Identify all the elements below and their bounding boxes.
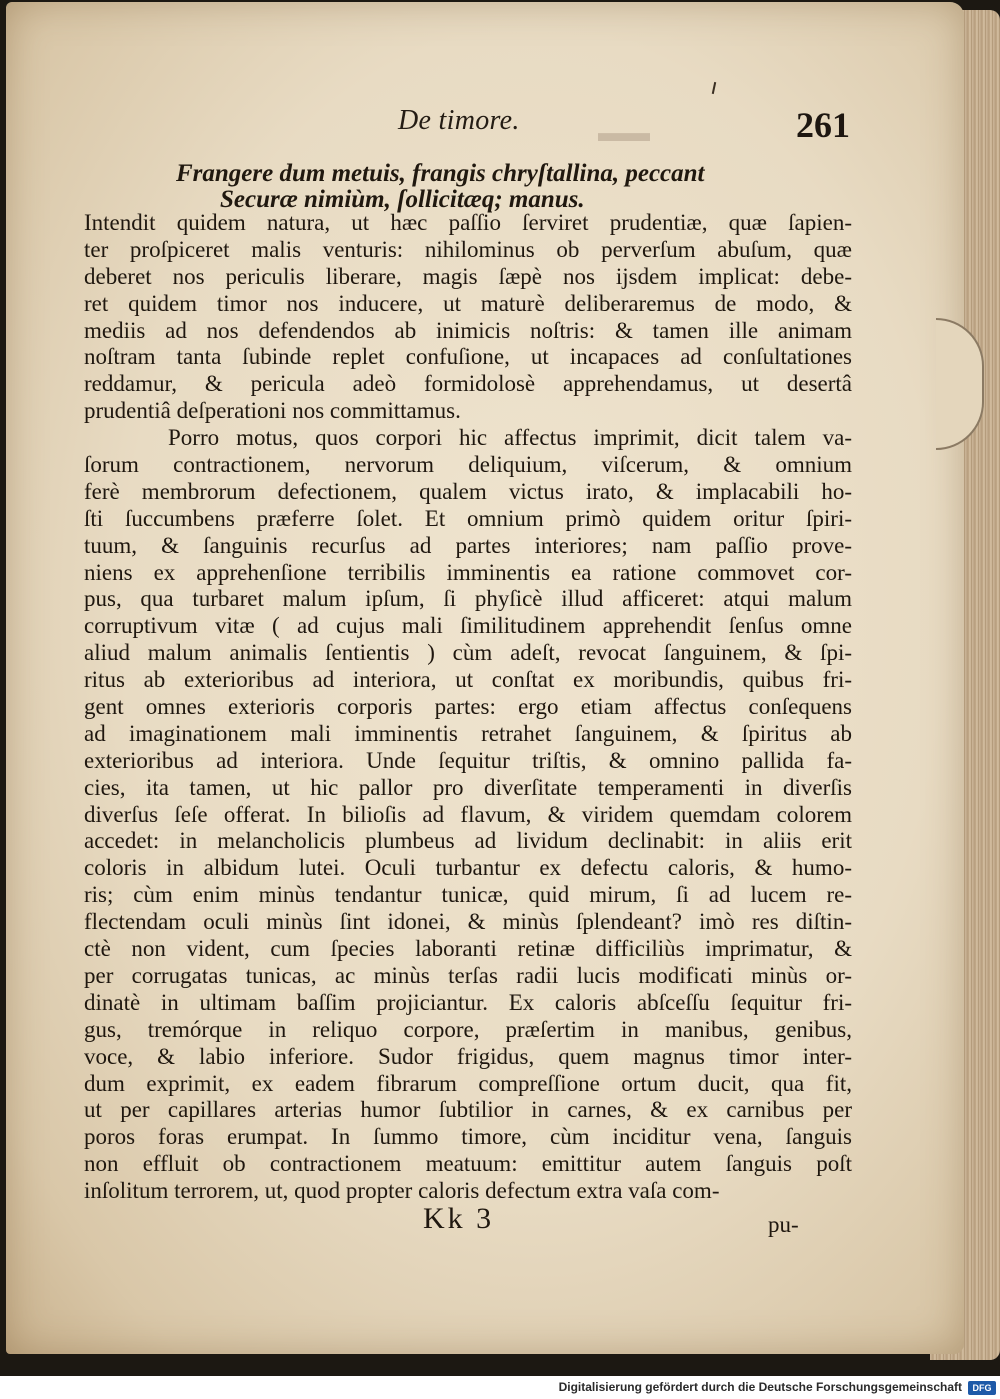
text-line: dinatè in ultimam baſſim projiciantur. Ex caloris abſceſſu ſequitur fri- <box>84 989 852 1015</box>
show-through-text: ▬▬ <box>598 118 650 147</box>
text-line: Porro motus, quos corpori hic affectus imprimit, dicit talem va- <box>168 425 852 451</box>
text-line: Intendit quidem natura, ut hæc paſſio ſerviret prudentiæ, quæ ſapien- <box>84 210 852 235</box>
text-line: pus, qua turbaret malum ipſum, ſi phyſicè illud afficeret: atqui malum <box>84 586 852 612</box>
text-line: corruptivum vitæ ( ad cujus mali ſimilitudinem apprehendit ſenſus omne <box>84 613 852 639</box>
text-line: gent omnes exterioris corporis partes: ergo etiam affectus conſequens <box>84 694 852 720</box>
text-line: per corrugatas tunicas, ac minùs terſas radii lucis modificati minùs or- <box>84 962 852 988</box>
text-line: ris; cùm enim minùs tendantur tunicæ, quid mirum, ſi ad lucem re- <box>84 882 852 908</box>
verse-line-2: Securæ nimiùm, ſollicitæq; manus. <box>220 186 585 213</box>
text-line: ſti ſuccumbens præferre ſolet. Et omnium primò quidem oritur ſpiri- <box>84 505 852 531</box>
signature-mark: Kk 3 <box>423 1202 495 1235</box>
catchword: pu- <box>768 1212 799 1237</box>
text-line: deberet nos periculis liberare, magis ſæpè nos ijsdem implicat: debe- <box>84 263 852 289</box>
text-line: poros foras erumpat. In ſummo timore, cùm inciditur vena, ſanguis <box>84 1124 852 1150</box>
text-line: flectendam oculi minùs ſint idonei, & minùs ſplendeant? imò res diſtin- <box>84 909 852 935</box>
verse-line-1: Frangere dum metuis, frangis chryſtallina, peccant <box>176 160 705 187</box>
text-line: diverſus ſeſe offerat. In bilioſis ad flavum, & viridem quemdam colorem <box>84 801 852 827</box>
text-line: dum exprimit, ex eadem fibrarum compreſſione ortum ducit, qua fit, <box>84 1070 852 1096</box>
text-line: niens ex apprehenſione terribilis imminentis ea ratione commovet cor- <box>84 559 852 585</box>
text-line: ad imaginationem mali imminentis retrahet ſanguinem, & ſpiritus ab <box>84 720 852 746</box>
text-line: non effluit ob contractionem meatuum: emittitur autem ſanguis poſt <box>84 1151 852 1177</box>
page-number: 261 <box>796 105 850 145</box>
text-line: aliud malum animalis ſentientis ) cùm adeſt, revocat ſanguinem, & ſpi- <box>84 640 852 666</box>
text-line: mediis ad nos defendendos ab inimicis noſtris: & tamen ille animam <box>84 317 852 343</box>
text-line: voce, & labio inferiore. Sudor frigidus, quem magnus timor inter- <box>84 1043 852 1069</box>
text-line: noſtram tanta ſubinde replet confuſione, ut incapaces ad conſultationes <box>84 344 852 370</box>
text-line: reddamur, & pericula adeò formidolosè apprehendamus, ut desertâ <box>84 371 852 397</box>
text-line: ferè membrorum defectionem, qualem victus irato, & implacabili ho- <box>84 478 852 504</box>
text-line: prudentiâ deſperationi nos committamus. <box>84 398 461 424</box>
text-line: tuum, & ſanguinis recurſus ad partes interiores; nam paſſio prove- <box>84 532 852 558</box>
dfg-credit: Digitalisierung gefördert durch die Deutsche Forschungsgemeinschaft <box>558 1380 962 1394</box>
paragraph-2 <box>84 425 852 1205</box>
text-line: inſolitum terrorem, ut, quod propter caloris defectum extra vaſa com- <box>84 1178 720 1204</box>
text-line: ret quidem timor nos inducere, ut maturè deliberaremus de modo, & <box>84 290 852 316</box>
running-head: De timore. <box>398 105 520 136</box>
text-line: accedet: in melancholicis plumbeus ad lividum declinabit: in aliis erit <box>84 828 852 854</box>
text-line: gus, tremórque in reliquo corpore, præſertim in manibus, genibus, <box>84 1016 852 1042</box>
text-line: ter proſpiceret malis venturis: nihilominus ob perverſum abuſum, quæ <box>84 236 852 262</box>
text-line: coloris in albidum lutei. Oculi turbantur ex defectu caloris, & humo- <box>84 855 852 881</box>
text-line: ut per capillares arterias humor ſubtilior in carnes, & ex carnibus per <box>84 1097 852 1123</box>
text-line: cies, ita tamen, ut hic pallor pro diverſitate temperamenti in diverſis <box>84 774 852 800</box>
text-line: ctè non vident, cum ſpecies laboranti retinæ difficiliùs imprimatur, & <box>84 936 852 962</box>
text-line: exterioribus ad interiora. Unde ſequitur triſtis, & omnino pallida fa- <box>84 747 852 773</box>
text-line: ſorum contractionem, nervorum deliquium, viſcerum, & omnium <box>84 452 852 478</box>
text-line: ritus ab exterioribus ad interiora, ut conſtat ex moribundis, quibus fri- <box>84 667 852 693</box>
paragraph-1 <box>84 210 852 425</box>
dfg-logo: DFG <box>968 1381 996 1395</box>
body-text <box>84 210 852 1205</box>
